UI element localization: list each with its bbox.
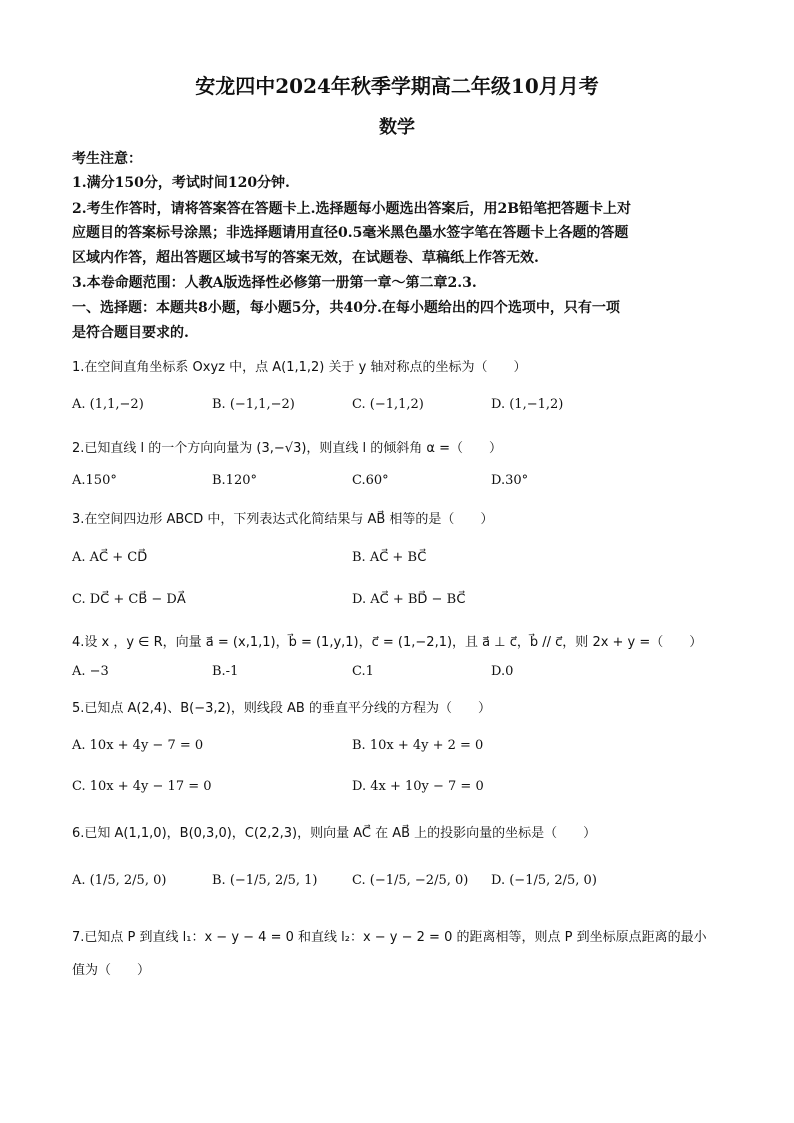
q6-option-a: A. (1/5, 2/5, 0)	[72, 873, 167, 888]
note-2-line-3: 区域内作答，超出答题区域书写的答案无效，在试题卷、草稿纸上作答无效.	[72, 250, 539, 266]
notes-heading: 考生注意：	[72, 151, 142, 167]
q3-option-b: B. AC⃗ + BC⃗	[352, 550, 427, 565]
q5-option-b: B. 10x + 4y + 2 = 0	[352, 738, 484, 753]
q2-option-b: B.120°	[212, 473, 257, 488]
section-1-heading-line-2: 是符合题目要求的.	[72, 325, 189, 341]
question-4-stem: 4.设 x ，y ∈ R，向量 a⃗ = (x,1,1)，b⃗ = (1,y,1)，c⃗ = (1,−2,1)，且 a⃗ ⊥ c⃗，b⃗ // c⃗，则 2x + y =（ ）	[72, 635, 703, 650]
q2-option-c: C.60°	[352, 473, 389, 488]
q5-option-d: D. 4x + 10y − 7 = 0	[352, 779, 484, 794]
q1-option-b: B. (−1,1,−2)	[212, 397, 295, 412]
q1-option-d: D. (1,−1,2)	[491, 397, 564, 412]
q3-option-a: A. AC⃗ + CD⃗	[72, 550, 148, 565]
q3-option-d: D. AC⃗ + BD⃗ − BC⃗	[352, 592, 466, 607]
q1-option-c: C. (−1,1,2)	[352, 397, 424, 412]
q2-option-d: D.30°	[491, 473, 529, 488]
question-3-stem: 3.在空间四边形 ABCD 中，下列表达式化简结果与 AB⃗ 相等的是（ ）	[72, 512, 494, 527]
q1-option-a: A. (1,1,−2)	[72, 397, 144, 412]
q4-option-b: B.-1	[212, 664, 239, 679]
note-3: 3.本卷命题范围：人教A版选择性必修第一册第一章～第二章2.3.	[72, 275, 477, 291]
question-1-stem: 1.在空间直角坐标系 Oxyz 中，点 A(1,1,2) 关于 y 轴对称点的坐标为（ ）	[72, 360, 527, 375]
question-6-stem: 6.已知 A(1,1,0)，B(0,3,0)，C(2,2,3)，则向量 AC⃗ 在 AB⃗ 上的投影向量的坐标是（ ）	[72, 826, 597, 841]
note-2-line-2: 应题目的答案标号涂黑；非选择题请用直径0.5毫米黑色墨水签字笔在答题卡上各题的答题	[72, 225, 629, 241]
note-1: 1.满分150分，考试时间120分钟.	[72, 175, 290, 191]
q6-option-d: D. (−1/5, 2/5, 0)	[491, 873, 597, 888]
question-5-stem: 5.已知点 A(2,4)、B(−3,2)，则线段 AB 的垂直平分线的方程为（ ）	[72, 701, 491, 716]
q5-option-a: A. 10x + 4y − 7 = 0	[72, 738, 204, 753]
q4-option-a: A. −3	[72, 664, 109, 679]
q6-option-c: C. (−1/5, −2/5, 0)	[352, 873, 469, 888]
q6-option-b: B. (−1/5, 2/5, 1)	[212, 873, 318, 888]
q4-option-c: C.1	[352, 664, 374, 679]
subject-title: 数学	[379, 117, 415, 138]
note-2-line-1: 2.考生作答时，请将答案答在答题卡上.选择题每小题选出答案后，用2B铅笔把答题卡上对	[72, 201, 632, 217]
section-1-heading-line-1: 一、选择题：本题共8小题，每小题5分，共40分.在每小题给出的四个选项中，只有一项	[72, 300, 620, 316]
exam-title: 安龙四中2024年秋季学期高二年级10月月考	[195, 74, 599, 98]
question-7-stem-line-2: 值为（ ）	[72, 963, 151, 978]
q3-option-c: C. DC⃗ + CB⃗ − DA⃗	[72, 592, 186, 607]
q5-option-c: C. 10x + 4y − 17 = 0	[72, 779, 212, 794]
question-2-stem: 2.已知直线 l 的一个方向向量为 (3,−√3)，则直线 l 的倾斜角 α =（ ）	[72, 441, 503, 456]
q2-option-a: A.150°	[72, 473, 117, 488]
question-7-stem-line-1: 7.已知点 P 到直线 l₁：x − y − 4 = 0 和直线 l₂：x − y − 2 = 0 的距离相等，则点 P 到坐标原点距离的最小	[72, 930, 707, 945]
q4-option-d: D.0	[491, 664, 514, 679]
